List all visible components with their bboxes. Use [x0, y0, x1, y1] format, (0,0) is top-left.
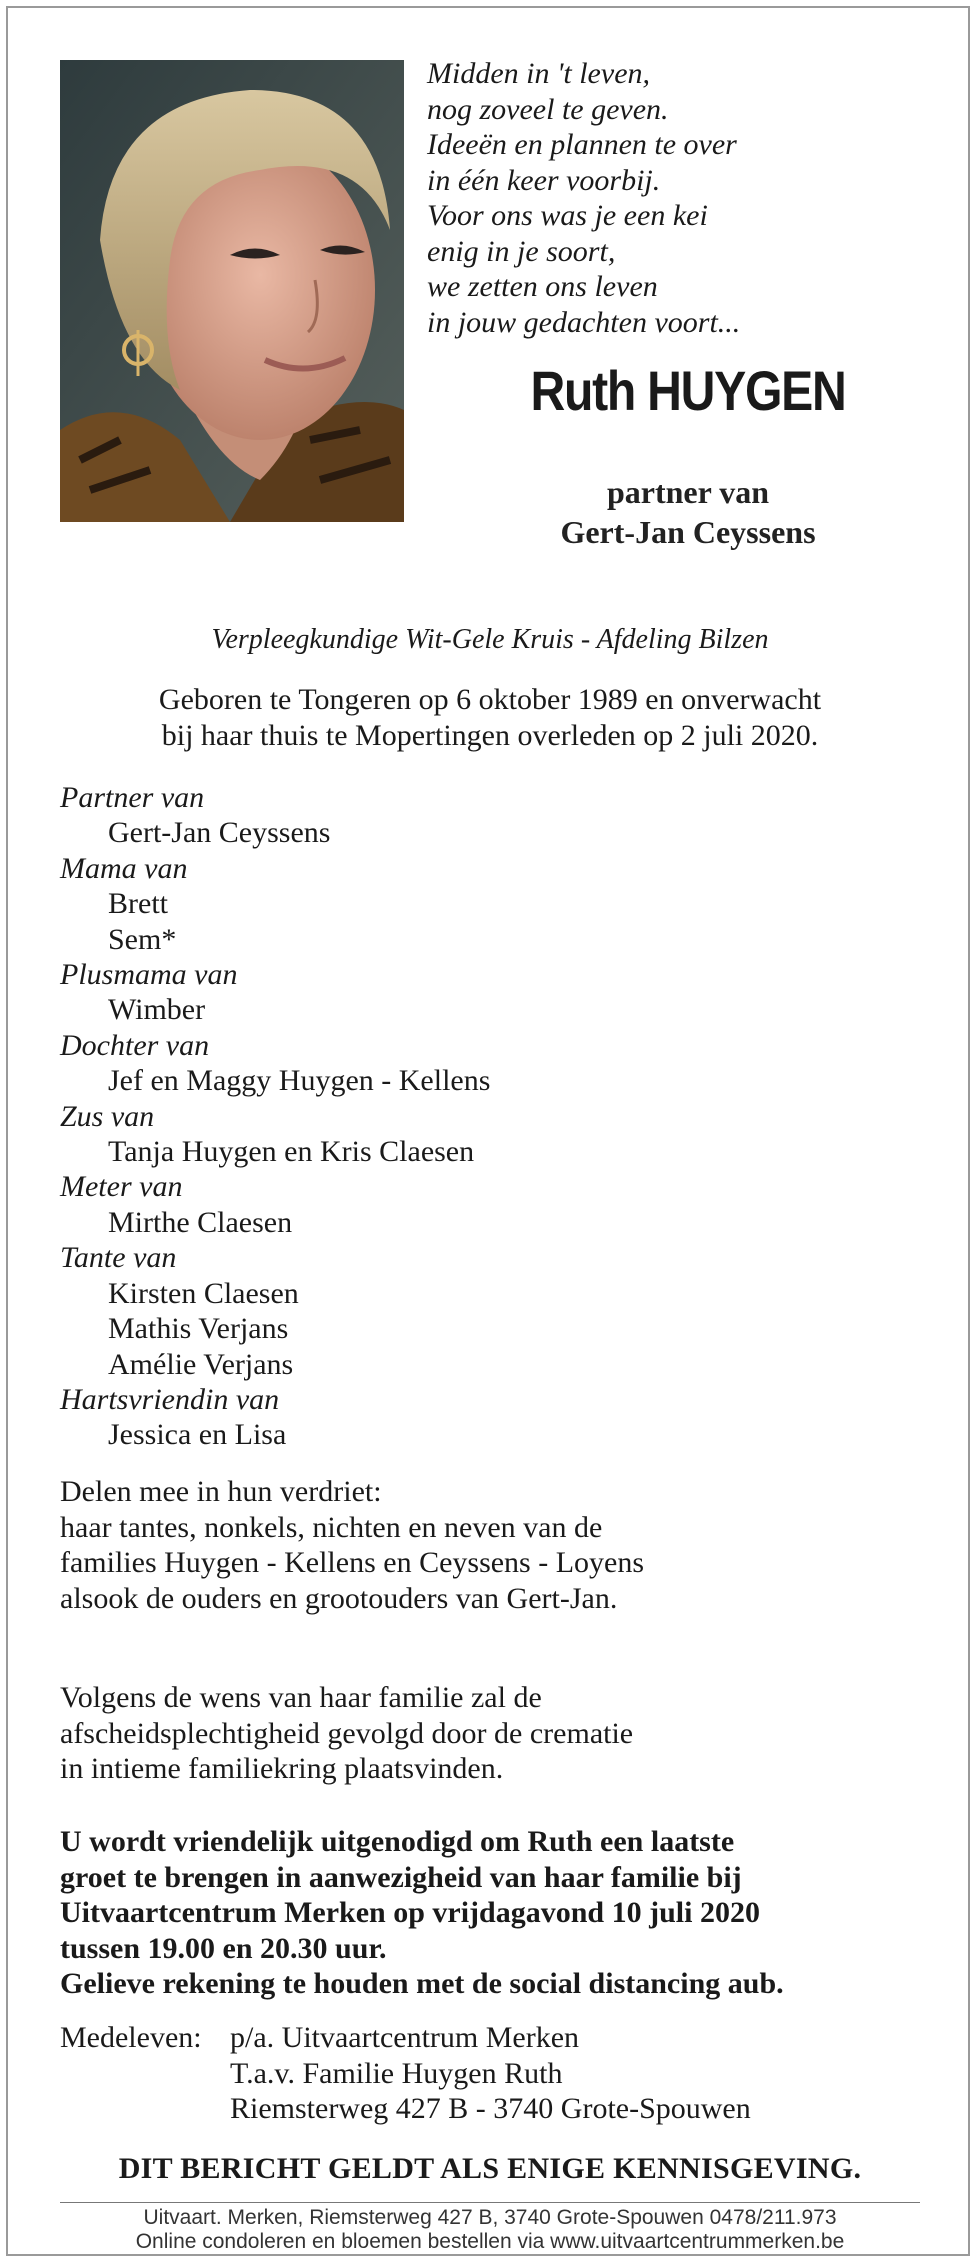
- relation-label: Plusmama van: [60, 958, 238, 992]
- invitation-line: Uitvaartcentrum Merken op vrijdagavond 10 juli 2020: [60, 1896, 760, 1929]
- relation-name: Wimber: [108, 993, 206, 1027]
- poem: [427, 56, 907, 340]
- poem-line: in één keer voorbij.: [427, 163, 661, 197]
- invitation-line: tussen 19.00 en 20.30 uur.: [60, 1931, 387, 1965]
- invitation-line: U wordt vriendelijk uitgenodigd om Ruth een laatste: [60, 1825, 735, 1858]
- wish-line: afscheidsplechtigheid gevolgd door de crematie: [60, 1716, 634, 1750]
- condolence-line: Riemsterweg 427 B - 3740 Grote-Spouwen: [230, 2092, 751, 2125]
- relation-label: Dochter van: [60, 1028, 210, 1062]
- relation-name: Kirsten Claesen: [108, 1276, 299, 1310]
- relation-name: Gert-Jan Ceyssens: [108, 816, 331, 850]
- relation-name: Tanja Huygen en Kris Claesen: [108, 1135, 475, 1169]
- condolence-label: Medeleven:: [60, 2021, 202, 2054]
- relation-label: Meter van: [60, 1170, 183, 1204]
- relation-name: Jessica en Lisa: [108, 1418, 287, 1452]
- relation-label: Zus van: [60, 1099, 155, 1133]
- poem-line: enig in je soort,: [427, 234, 616, 268]
- relation-name: Amélie Verjans: [108, 1347, 294, 1381]
- grief-line: haar tantes, nonkels, nichten en neven van de: [60, 1510, 603, 1544]
- condolence-line: T.a.v. Familie Huygen Ruth: [230, 2056, 563, 2090]
- footer-divider: [60, 2202, 920, 2203]
- poem-line: nog zoveel te geven.: [427, 92, 669, 126]
- invitation-line: Gelieve rekening te houden met de social distancing aub.: [60, 1967, 784, 2000]
- shared-grief: [60, 1474, 920, 1616]
- birth-death-statement: [8, 682, 972, 754]
- relation-label: Mama van: [60, 851, 188, 885]
- portrait-image: [60, 60, 404, 522]
- occupation: Verpleegkundige Wit-Gele Kruis - Afdeling Bilzen: [211, 624, 769, 655]
- invitation: [60, 1824, 940, 2002]
- deceased-name: Ruth HUYGEN: [530, 359, 846, 422]
- relation-name: Mirthe Claesen: [108, 1205, 293, 1239]
- relation-label: Hartsvriendin van: [60, 1382, 280, 1416]
- poem-line: Ideeën en plannen te over: [427, 128, 737, 161]
- relation-name: Mathis Verjans: [108, 1312, 289, 1346]
- invitation-line: groet te brengen in aanwezigheid van haar familie bij: [60, 1860, 742, 1894]
- birth-line: bij haar thuis te Mopertingen overleden op 2 juli 2020.: [161, 719, 819, 752]
- family-relations: [60, 780, 920, 1453]
- poem-line: Midden in 't leven,: [427, 57, 651, 90]
- partner-block: [428, 472, 948, 552]
- relation-name: Brett: [108, 887, 168, 921]
- relation-label: Tante van: [60, 1241, 177, 1275]
- wish-line: Volgens de wens van haar familie zal de: [60, 1681, 542, 1714]
- partner-label: partner van: [606, 474, 770, 510]
- grief-line: alsook de ouders en grootouders van Gert-Jan.: [60, 1581, 618, 1615]
- condolence-line: p/a. Uitvaartcentrum Merken: [230, 2021, 580, 2054]
- footer-line: Uitvaart. Merken, Riemsterweg 427 B, 3740 Grote-Spouwen 0478/211.973: [143, 2206, 837, 2229]
- grief-line: Delen mee in hun verdriet:: [60, 1475, 382, 1508]
- relation-label: Partner van: [60, 781, 205, 814]
- obituary-card: [6, 6, 970, 2256]
- portrait-photo: [60, 60, 404, 522]
- wish-line: in intieme familiekring plaatsvinden.: [60, 1752, 504, 1785]
- footer-line: Online condoleren en bloemen bestellen via www.uitvaartcentrummerken.be: [135, 2230, 845, 2253]
- partner-name: Gert-Jan Ceyssens: [560, 514, 816, 550]
- condolence-address: [60, 2020, 940, 2127]
- birth-line: Geboren te Tongeren op 6 oktober 1989 en onverwacht: [158, 683, 822, 716]
- family-wish: [60, 1680, 920, 1787]
- poem-line: Voor ons was je een kei: [427, 199, 708, 232]
- relation-name: Jef en Maggy Huygen - Kellens: [108, 1064, 491, 1098]
- footer: [8, 2206, 972, 2254]
- grief-line: families Huygen - Kellens en Ceyssens - Loyens: [60, 1546, 645, 1579]
- relation-name: Sem*: [108, 922, 177, 956]
- poem-line: in jouw gedachten voort...: [427, 305, 741, 339]
- poem-line: we zetten ons leven: [427, 270, 658, 303]
- sole-notice: DIT BERICHT GELDT ALS ENIGE KENNISGEVING.: [118, 2152, 862, 2185]
